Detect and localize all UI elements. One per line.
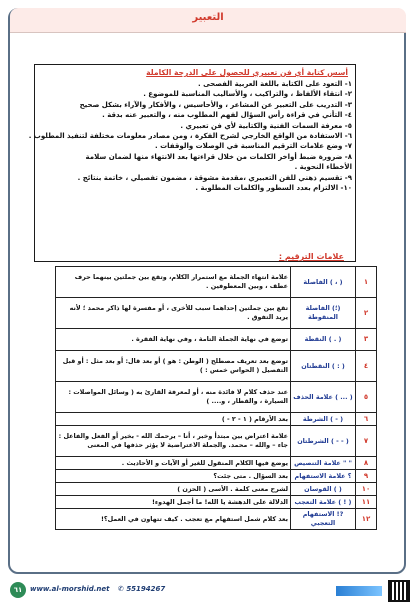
website-link[interactable]: www.al-morshid.net <box>30 585 110 593</box>
row-number: ٦ <box>356 413 377 426</box>
row-number: ٢ <box>356 298 377 329</box>
mark-description: توضع في نهاية الجملة التامة ، وفي نهاية الفقرة . <box>56 329 291 351</box>
mark-name: ( ! ) علامة التعجب <box>291 496 356 509</box>
row-number: ٣ <box>356 329 377 351</box>
rules-list <box>28 79 352 193</box>
rule-item: ٤- التأني في قراءة رأس السؤال لفهم المطلوب منه ، والتعبير عنه بدقة . <box>102 111 352 120</box>
row-number: ٩ <box>356 470 377 483</box>
table-row <box>56 382 377 413</box>
phone-icon: ✆ <box>118 585 124 593</box>
mark-name: (؛) الفاصلة المنقوطة <box>291 298 356 329</box>
rule-item: ٨- ضرورة ضبط أواخر الكلمات من خلال قراءتها بعد الانتهاء منها لضمان سلامة الأخطاء النحوية . <box>85 152 352 172</box>
footer <box>0 578 416 608</box>
mark-name: ( : ) النقطتان <box>291 351 356 382</box>
row-number: ٥ <box>356 382 377 413</box>
table-row <box>56 329 377 351</box>
rule-item: ٢- انتقاء الألفاظ ، والتراكيب ، والأساليب المناسبة للموضوع . <box>143 90 352 99</box>
row-number: ١١ <box>356 496 377 509</box>
phone-number <box>118 585 165 593</box>
mark-description: عند حذف كلام لا فائدة منه ، أو لمعرفة القارئ به ( وسائل المواصلات : السيارة ، والقطار ، و.... ) <box>56 382 291 413</box>
rule-item: ١- التعود على الكتابة باللغة العربية الفصحى . <box>198 80 352 88</box>
table-row <box>56 426 377 457</box>
mark-description: يوضع فيها الكلام المنقول للغير أو الآيات و الأحاديث . <box>56 457 291 470</box>
table-row <box>56 470 377 483</box>
mark-name: ?! الاستفهام التعجبي <box>291 509 356 530</box>
mark-description: الدلالة على الدهشة يا الله! ما أجمل الهدوء! <box>56 496 291 509</box>
row-number: ١ <box>356 267 377 298</box>
mark-description: علامة اعتراض بين مبتدأ وخبر ، أنا – يرحمك الله - بخير أو الفعل والفاعل : جاء – والله – محمد. والجملة الاعتراضية لا يؤثر حذفها في المعنى <box>56 426 291 457</box>
mark-description: بعد السؤال . متى جئت؟ <box>56 470 291 483</box>
row-number: ٧ <box>356 426 377 457</box>
row-number: ٨ <box>356 457 377 470</box>
table-row <box>56 267 377 298</box>
intro-title: أسس كتابة أي فن تعبيري للحصول على الدرجة الكاملة <box>146 68 348 77</box>
page-title: التعبير <box>192 12 224 23</box>
row-number: ١٢ <box>356 509 377 530</box>
mark-name: ؟ علامة الاستفهام <box>291 470 356 483</box>
rule-item: ٦- الاستفادة من الواقع الخارجي لشرح الفكرة ، ومن مصادر معلومات مختلفة لتنفيذ المطلوب . <box>28 132 352 141</box>
rule-item: ٣- التدريب على التعبير عن المشاعر ، والأحاسيس ، والأفكار والآراء بشكل صحيح <box>79 100 352 109</box>
rule-item: ١٠- الالتزام بعدد السطور والكلمات المطلوبة . <box>195 184 352 193</box>
table-row <box>56 351 377 382</box>
mark-description: علامة انتهاء الجملة مع استمرار الكلام، وتقع بين جملتين بينهما حرف عطف ، وبين المعطوفين . <box>56 267 291 298</box>
mark-description: توضع بعد تعريف مصطلح ( الوطن : هو ) أو بعد قال: أو بعد مثل : أو قبل التفصيل ( الحواس خمس : ) <box>56 351 291 382</box>
rule-item: ٧- وضع علامات الترقيم المناسبة في الوصلات والوقفات . <box>155 142 352 151</box>
row-number: ١٠ <box>356 483 377 496</box>
qr-code-icon <box>388 580 410 602</box>
mark-description: لشرح معنى كلمة . الأسى ( الحزن ) <box>56 483 291 496</box>
rule-item: ٥- معرفة السمات الفنية والكتابية لأي فن تعبيري . <box>180 121 352 130</box>
table-row <box>56 457 377 470</box>
table-row <box>56 496 377 509</box>
mark-name: ( ، ) الفاصلة <box>291 267 356 298</box>
marks-title: علامات الترقيم : <box>278 252 344 261</box>
mark-name: ( ) القوسان <box>291 483 356 496</box>
mark-name: ( - - ) الشرطتان <box>291 426 356 457</box>
page-number-badge: ٦١ <box>10 582 26 598</box>
table-row <box>56 509 377 530</box>
table-row <box>56 298 377 329</box>
mark-description: تقع بين جملتين إحداهما سبب للأخرى ، أو مفسرة لها ذاكر محمد ؛ لأنه يريد التفوق . <box>56 298 291 329</box>
phone-text: 55194267 <box>126 585 166 593</box>
table-row <box>56 413 377 426</box>
mark-name: ( . ) النقطة <box>291 329 356 351</box>
table-row <box>56 483 377 496</box>
punctuation-table <box>55 266 377 530</box>
mark-name: ( ... ) علامة الحذف <box>291 382 356 413</box>
mark-description: بعد الأرقام ( ١ - ٢ - ) <box>56 413 291 426</box>
row-number: ٤ <box>356 351 377 382</box>
rule-item: ٩- تقسيم ذهني للفن التعبيري ،مقدمة مشوقة ، مضمون تفصيلي ، خاتمة بنتائج . <box>77 173 352 182</box>
mark-name: " " علامة التنصيص <box>291 457 356 470</box>
brand-logo <box>336 586 382 596</box>
mark-description: بعد كلام شمل استفهام مع تعجب . كيف تتهاون في العمل؟! <box>56 509 291 530</box>
mark-name: ( - ) الشرطة <box>291 413 356 426</box>
